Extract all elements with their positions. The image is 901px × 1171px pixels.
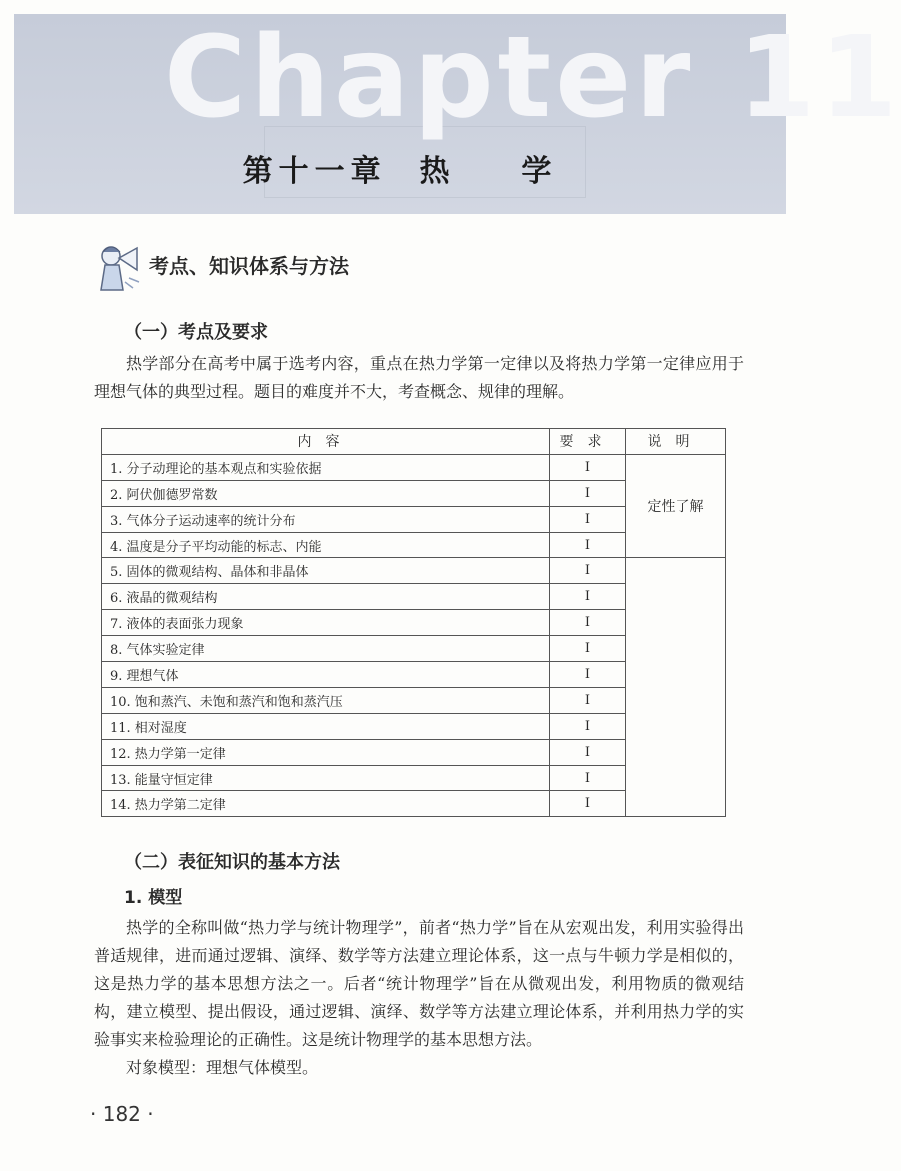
row-requirement: Ⅰ [550, 791, 626, 817]
row-content: 14. 热力学第二定律 [102, 791, 550, 817]
mascot-megaphone-icon [95, 238, 145, 296]
row-content: 2. 阿伏伽德罗常数 [102, 480, 550, 506]
chapter-title: 第十一章 热 学 [242, 154, 558, 189]
row-requirement: Ⅰ [550, 610, 626, 636]
subheading-model: 1. 模型 [124, 888, 183, 908]
row-requirement: Ⅰ [550, 558, 626, 584]
row-content: 12. 热力学第一定律 [102, 739, 550, 765]
object-model-paragraph: 对象模型：理想气体模型。 [126, 1058, 319, 1077]
row-requirement: Ⅰ [550, 584, 626, 610]
chapter-number-watermark: Chapter 11 [164, 13, 901, 143]
row-requirement: Ⅰ [550, 739, 626, 765]
section-heading [95, 238, 495, 298]
subheading-methods: （二）表征知识的基本方法 [124, 852, 340, 873]
row-content: 7. 液体的表面张力现象 [102, 610, 550, 636]
table-header-row [102, 429, 726, 455]
row-content: 6. 液晶的微观结构 [102, 584, 550, 610]
row-requirement: Ⅰ [550, 480, 626, 506]
table-row [102, 558, 726, 584]
row-note: 定性了解 [626, 454, 726, 558]
row-requirement: Ⅰ [550, 765, 626, 791]
row-content: 11. 相对湿度 [102, 713, 550, 739]
row-content: 5. 固体的微观结构、晶体和非晶体 [102, 558, 550, 584]
row-content: 4. 温度是分子平均动能的标志、内能 [102, 532, 550, 558]
row-requirement: Ⅰ [550, 713, 626, 739]
intro-paragraph: 热学部分在高考中属于选考内容，重点在热力学第一定律以及将热力学第一定律应用于理想气体的典型过程。题目的难度并不大，考查概念、规律的理解。 [94, 354, 744, 401]
table-row [102, 454, 726, 480]
row-requirement: Ⅰ [550, 506, 626, 532]
section-heading-text: 考点、知识体系与方法 [149, 254, 349, 278]
chapter-banner [14, 13, 901, 214]
header-content: 内容 [102, 429, 550, 455]
row-requirement: Ⅰ [550, 454, 626, 480]
row-requirement: Ⅰ [550, 636, 626, 662]
row-content: 1. 分子动理论的基本观点和实验依据 [102, 454, 550, 480]
subheading-exam-points: （一）考点及要求 [124, 322, 268, 343]
row-content: 10. 饱和蒸汽、未饱和蒸汽和饱和蒸汽压 [102, 687, 550, 713]
model-paragraph: 热学的全称叫做“热力学与统计物理学”，前者“热力学”旨在从宏观出发，利用实验得出普适规律，进而通过逻辑、演绎、数学等方法建立理论体系，这一点与牛顿力学是相似的，这是热力学的基本思想方法之一。后者“统计物理学”旨在从微观出发，利用物质的微观结构，建立模型、提出假设，通过逻辑、演绎、数学等方法建立理论体系，并利用热力学的实验事实来检验理论的正确性。这是统计物理学的基本思想方法。 [94, 918, 744, 1049]
row-content: 3. 气体分子运动速率的统计分布 [102, 506, 550, 532]
row-content: 8. 气体实验定律 [102, 636, 550, 662]
row-requirement: Ⅰ [550, 687, 626, 713]
row-content: 9. 理想气体 [102, 662, 550, 688]
row-content: 13. 能量守恒定律 [102, 765, 550, 791]
header-requirement: 要求 [550, 429, 626, 455]
requirements-table [101, 428, 726, 817]
header-note: 说明 [626, 429, 726, 455]
row-requirement: Ⅰ [550, 532, 626, 558]
row-requirement: Ⅰ [550, 662, 626, 688]
page-number: · 182 · [90, 1102, 154, 1126]
row-note-empty [626, 558, 726, 817]
